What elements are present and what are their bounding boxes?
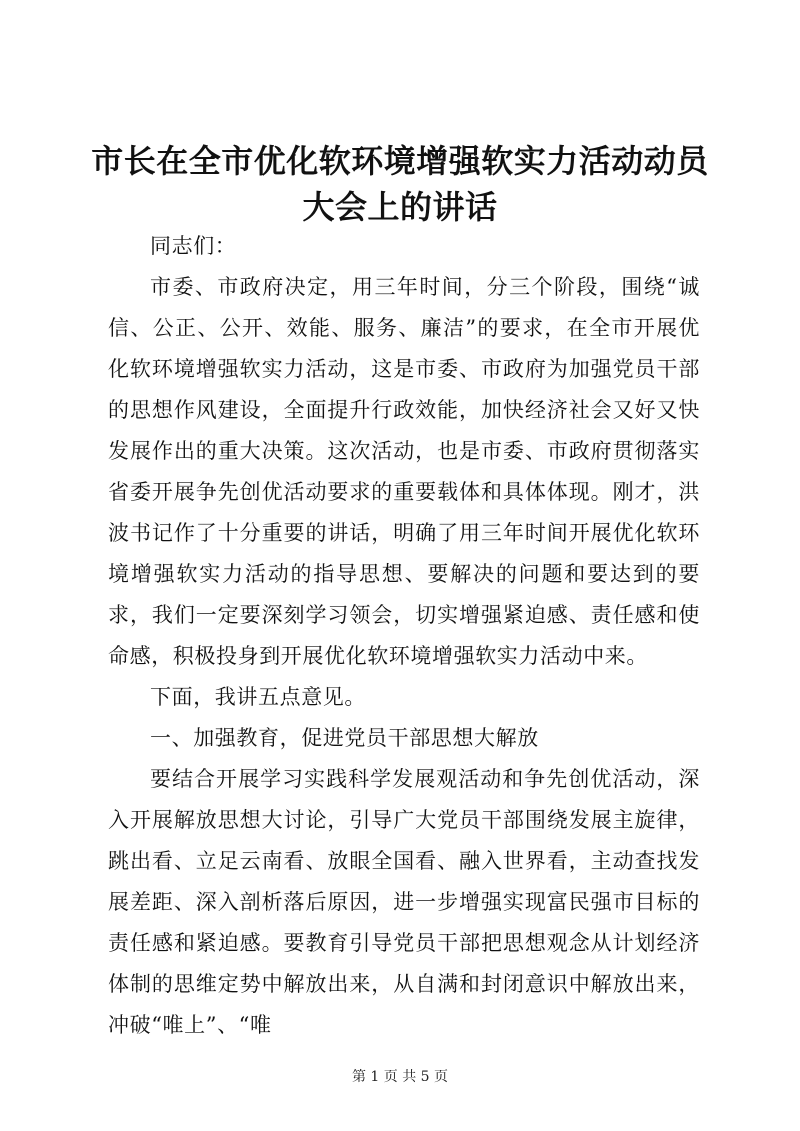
document-body xyxy=(108,226,700,1046)
page-number-footer: 第 1 页 共 5 页 xyxy=(351,1069,449,1085)
intro-paragraph: 市委、市政府决定，用三年时间，分三个阶段，围绕“诚信、公正、公开、效能、服务、廉洁”的要求，在全市开展优化软环境增强软实力活动，这是市委、市政府为加强党员干部的思想作风建设，全面提升行政效能，加快经济社会又好又快发展作出的重大决策。这次活动，也是市委、市政府贯彻落实省委开展争先创优活动要求的重要载体和具体体现。刚才，洪波书记作了十分重要的讲话，明确了用三年时间开展优化软环境增强软实力活动的指导思想、要解决的问题和要达到的要求，我们一定要深刻学习领会，切实增强紧迫感、责任感和使命感，积极投身到开展优化软环境增强软实力活动中来。 xyxy=(108,275,700,668)
document-title: 市长在全市优化软环境增强软实力活动动员大会上的讲话 xyxy=(91,142,709,226)
section-heading: 一、加强教育，促进党员干部思想大解放 xyxy=(150,726,539,750)
outline-paragraph: 下面，我讲五点意见。 xyxy=(150,685,366,709)
salutation-paragraph: 同志们： xyxy=(150,234,237,258)
section-paragraph: 要结合开展学习实践科学发展观活动和争先创优活动，深入开展解放思想大讨论，引导广大党员干部围绕发展主旋律，跳出看、立足云南看、放眼全国看、融入世界看，主动查找发展差距、深入剖析落后原因，进一步增强实现富民强市目标的责任感和紧迫感。要教育引导党员干部把思想观念从计划经济体制的思维定势中解放出来，从自满和封闭意识中解放出来，冲破“唯上”、“唯 xyxy=(108,767,700,1037)
